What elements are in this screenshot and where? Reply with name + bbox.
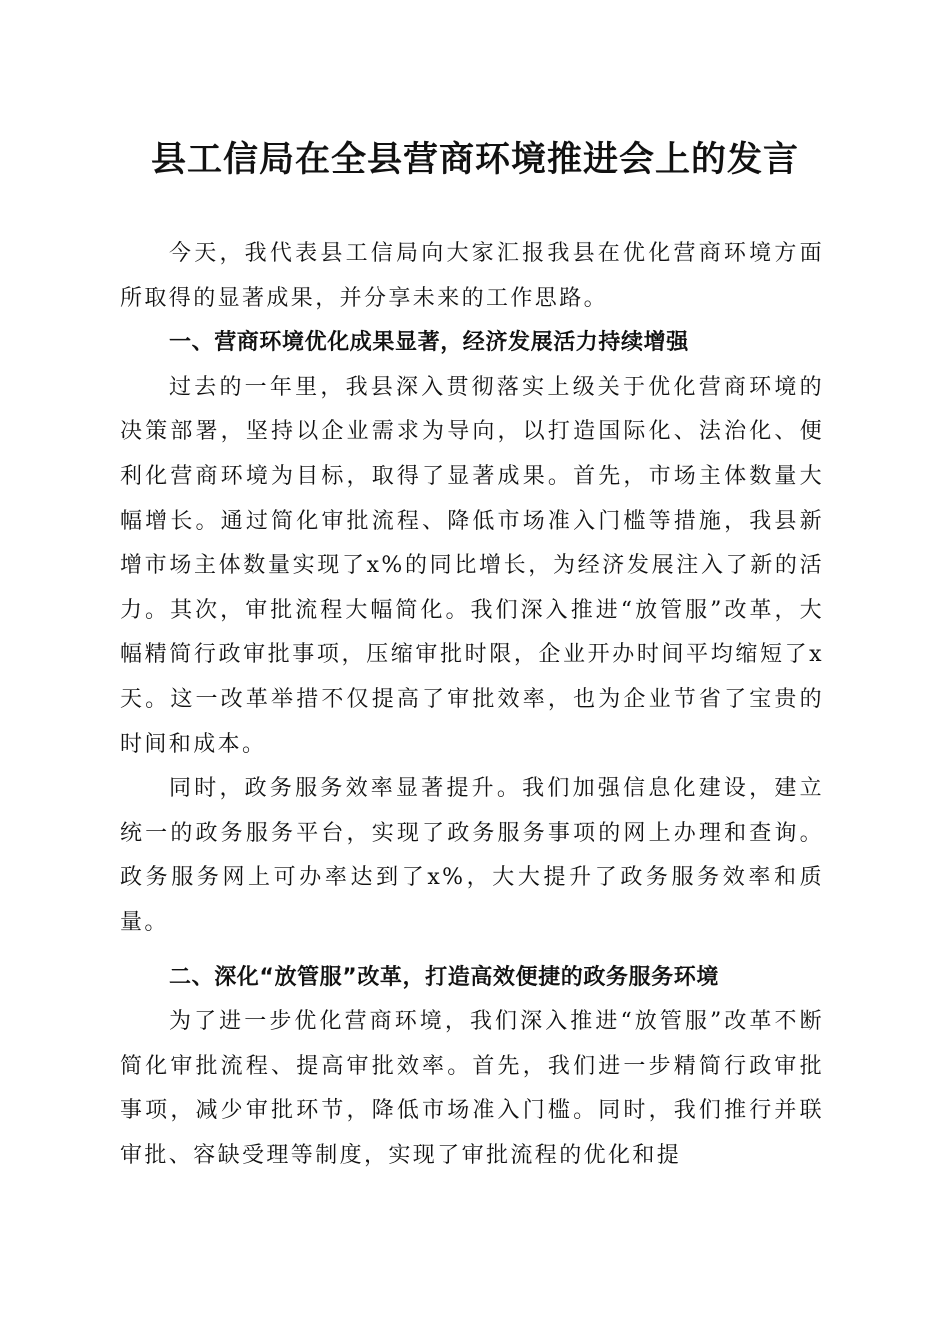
page-title: 县工信局在全县营商环境推进会上的发言	[150, 139, 799, 180]
section-2-paragraph-1: 为了进一步优化营商环境，我们深入推进“放管服”改革不断简化审批流程、提高审批效率。首先，我们进一步精简行政审批事项，减少审批环节，降低市场准入门槛。同时，我们推行并联审批、容缺受理等制度，实现了审批流程的优化和提	[120, 1009, 824, 1168]
section-heading-2: 二、深化“放管服”改革，打造高效便捷的政务服务环境	[169, 964, 719, 990]
document-body	[120, 232, 824, 1178]
intro-paragraph: 今天，我代表县工信局向大家汇报我县在优化营商环境方面所取得的显著成果，并分享未来的工作思路。	[120, 241, 824, 311]
section-1-paragraph-2: 同时，政务服务效率显著提升。我们加强信息化建设，建立统一的政务服务平台，实现了政务服务事项的网上办理和查询。政务服务网上可办率达到了x%，大大提升了政务服务效率和质量。	[120, 776, 824, 935]
section-1-paragraph-1: 过去的一年里，我县深入贯彻落实上级关于优化营商环境的决策部署，坚持以企业需求为导向，以打造国际化、法治化、便利化营商环境为目标，取得了显著成果。首先，市场主体数量大幅增长。通过简化审批流程、降低市场准入门槛等措施，我县新增市场主体数量实现了x%的同比增长，为经济发展注入了新的活力。其次，审批流程大幅简化。我们深入推进“放管服”改革，大幅精简行政审批事项，压缩审批时限，企业开办时间平均缩短了x天。这一改革举措不仅提高了审批效率，也为企业节省了宝贵的时间和成本。	[120, 374, 824, 757]
section-heading-1: 一、营商环境优化成果显著，经济发展活力持续增强	[169, 330, 689, 356]
